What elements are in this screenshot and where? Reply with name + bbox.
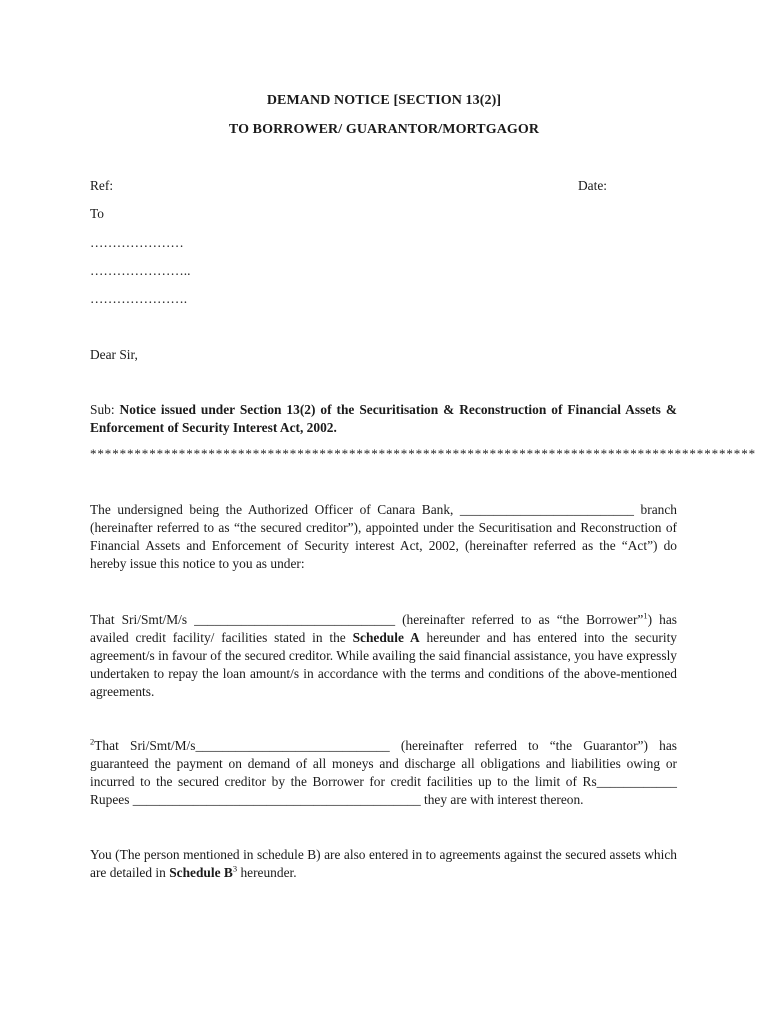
address-line-1: ………………… bbox=[90, 235, 184, 250]
footnote-2: 2 bbox=[90, 736, 95, 747]
address-line-3: …………………. bbox=[90, 291, 188, 306]
footnote-1: 1 bbox=[643, 610, 648, 621]
borrower-text-c: hereunder and has entered into the security agreement/s in favour of the secured creditor. While availing the said financial assistance, you have expressly undertaken to repay the loan amount/s in accordance with the terms and conditions of the above-mentioned agreements. bbox=[90, 630, 677, 699]
paragraph-secured-assets bbox=[90, 846, 677, 882]
salutation: Dear Sir, bbox=[90, 347, 138, 362]
secured-assets-text-b: hereunder. bbox=[240, 865, 297, 880]
schedule-b-ref: Schedule B bbox=[169, 865, 233, 880]
notice-title: DEMAND NOTICE [SECTION 13(2)] bbox=[266, 93, 502, 108]
guarantor-text: That Sri/Smt/M/s_____________________________ (hereinafter referred to “the Guarantor”) has guaranteed the payment on demand of all moneys and discharge all obligations and liabilities owing or incurred to the secured creditor by the Borrower for credit facilities up to the limit of Rs____________ Rupees ___________________________________________ they are with interest thereon. bbox=[90, 738, 677, 807]
to-label: To bbox=[90, 206, 104, 221]
subject-line bbox=[90, 401, 677, 437]
separator-line: ****************************************************************************************** bbox=[90, 446, 756, 461]
borrower-text-a: That Sri/Smt/M/s ______________________________ (hereinafter referred to as “the Borrower” bbox=[90, 612, 644, 627]
notice-subtitle: TO BORROWER/ GUARANTOR/MORTGAGOR bbox=[228, 122, 540, 137]
date-label: Date: bbox=[578, 178, 607, 193]
paragraph-authorized-officer: The undersigned being the Authorized Officer of Canara Bank, __________________________ branch (hereinafter referred to as “the secured creditor”), appointed under the Securitisation and Reconstruction of Financial Assets and Enforcement of Security interest Act, 2002, (hereinafter referred as the “Act”) do hereby issue this notice to you as under: bbox=[90, 502, 677, 571]
subject-prefix: Sub: bbox=[90, 402, 115, 417]
subject-text: Notice issued under Section 13(2) of the Securitisation & Reconstruction of Financial Assets & Enforcement of Security Interest Act, 2002. bbox=[90, 402, 677, 435]
paragraph-borrower bbox=[90, 611, 677, 701]
paragraph-guarantor bbox=[90, 737, 677, 809]
ref-label: Ref: bbox=[90, 178, 114, 193]
secured-assets-text-a: You (The person mentioned in schedule B) are also entered in to agreements against the secured assets which are detailed in bbox=[90, 847, 677, 880]
schedule-a-ref: Schedule A bbox=[352, 630, 420, 645]
borrower-text-b: ) has availed credit facility/ facilities stated in the bbox=[90, 612, 677, 645]
address-line-2: ………………….. bbox=[90, 263, 191, 278]
footnote-3: 3 bbox=[232, 863, 238, 874]
